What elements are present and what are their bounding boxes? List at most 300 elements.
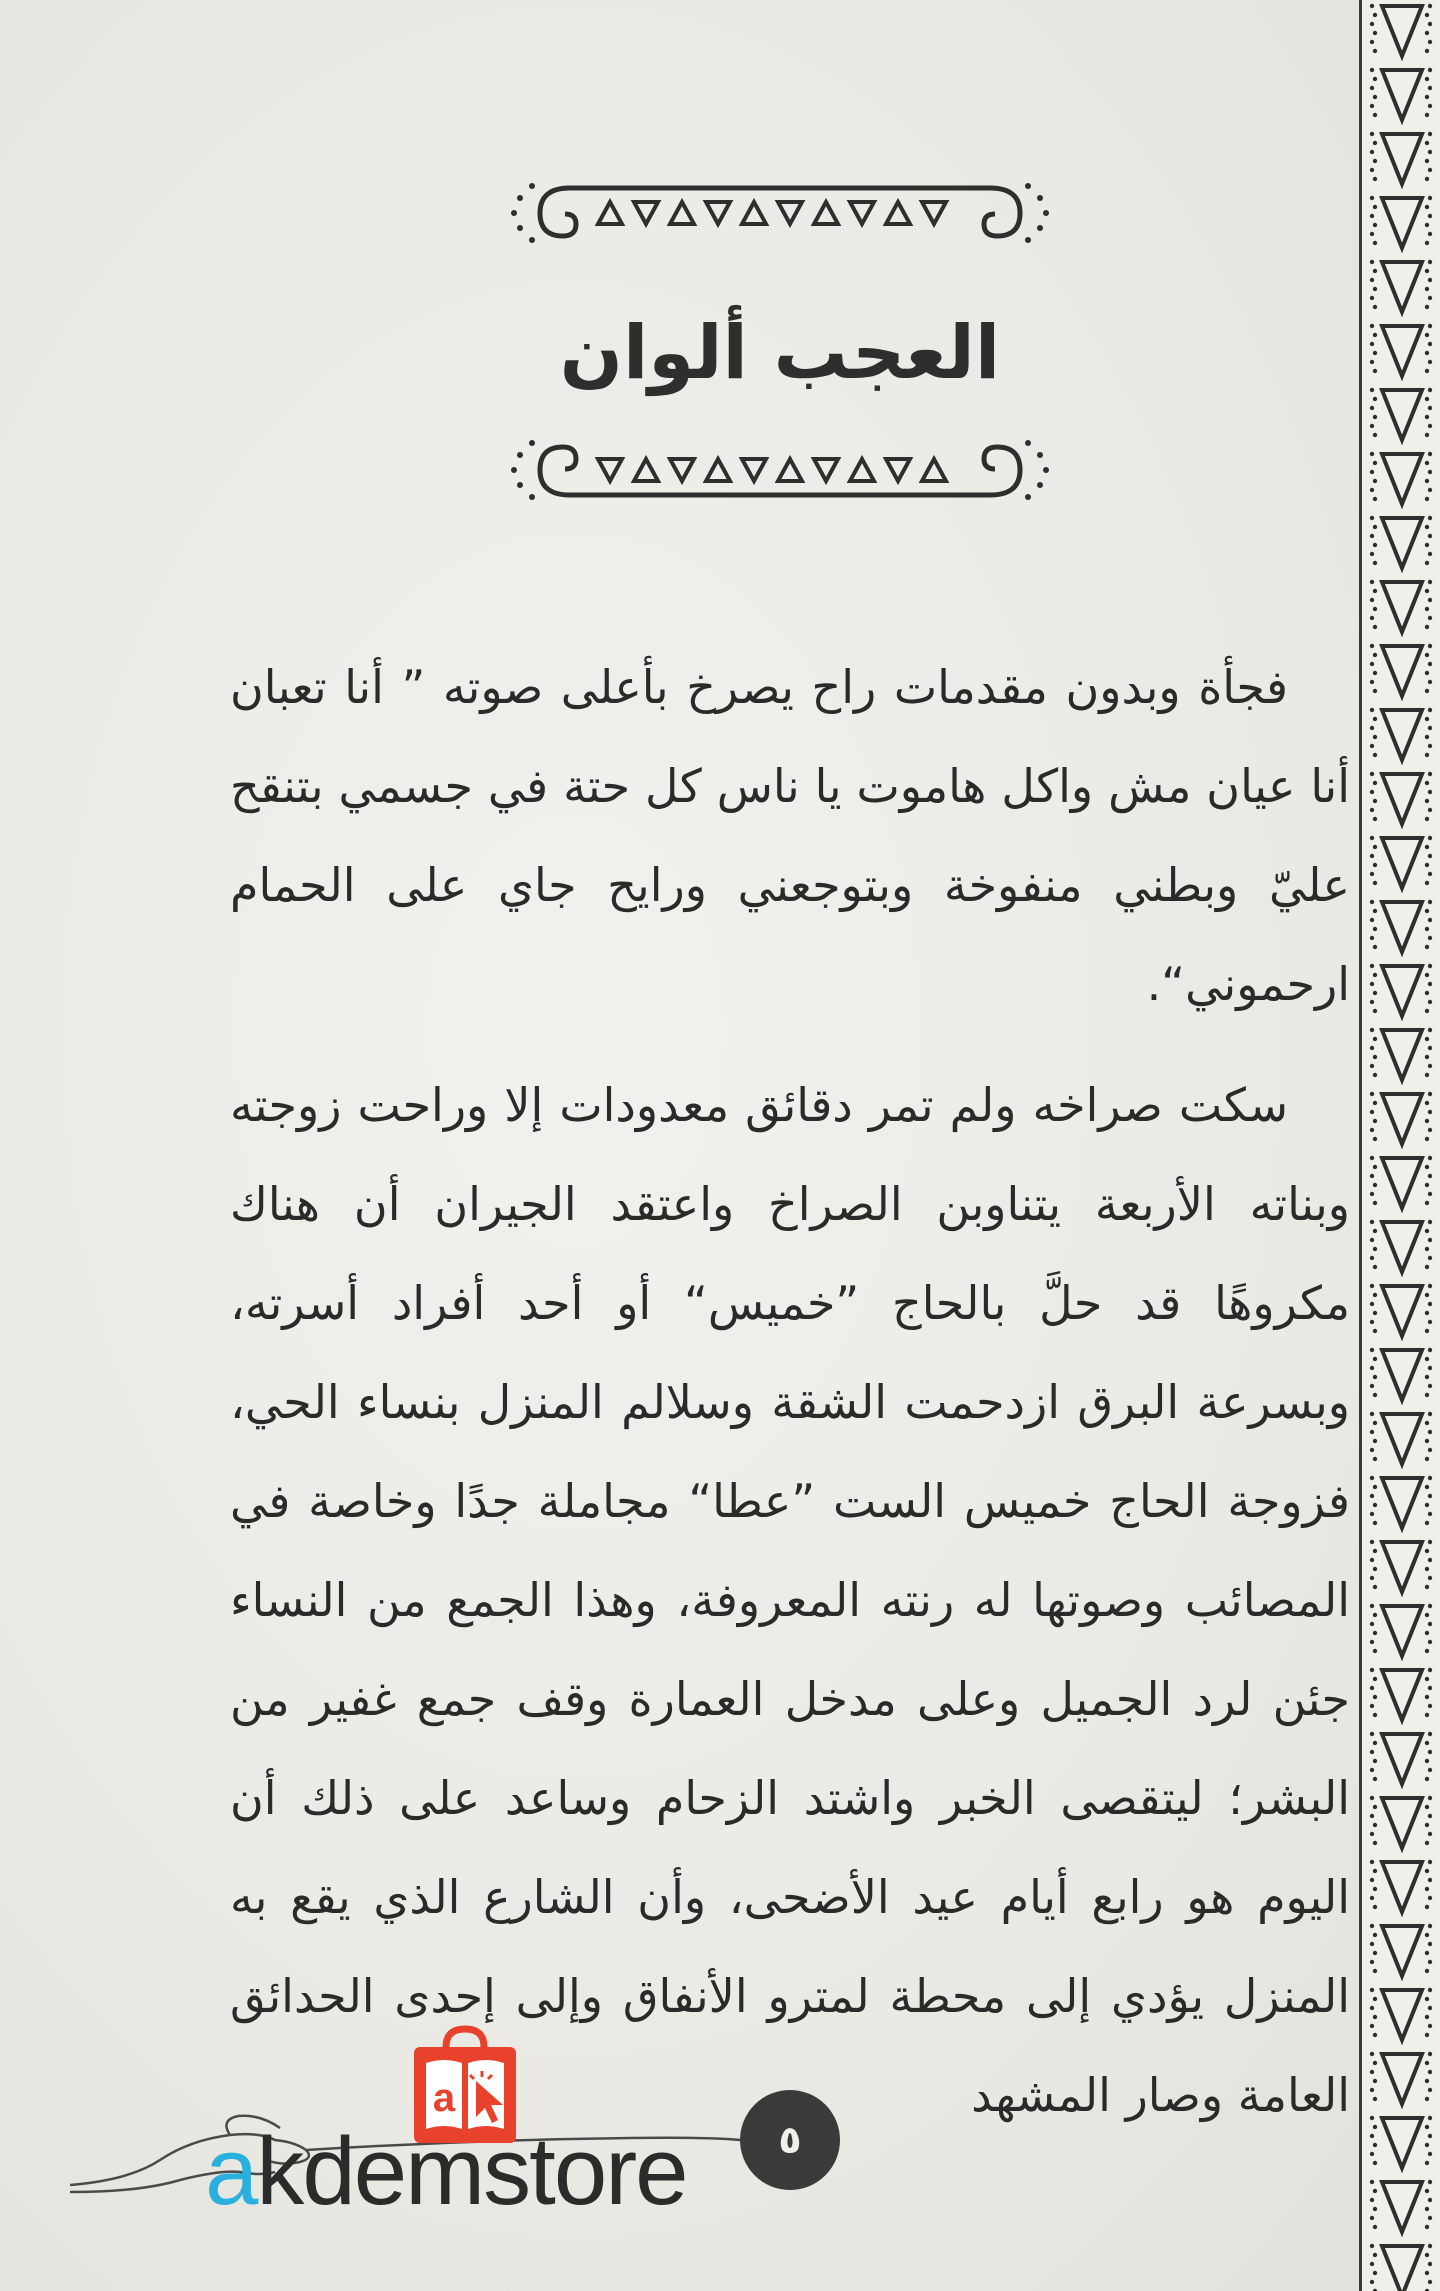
border-dot [1428, 1686, 1432, 1690]
border-dot [1428, 1768, 1432, 1772]
border-dot [1370, 22, 1374, 26]
border-dot [1425, 881, 1429, 885]
border-dot [1373, 2097, 1377, 2101]
border-dot [1425, 177, 1429, 181]
border-dot [1373, 305, 1377, 309]
border-triangle [1382, 1478, 1422, 1528]
border-dot [1373, 1823, 1377, 1827]
border-dot [1425, 909, 1429, 913]
border-dot [1373, 1421, 1377, 1425]
ornament-triangle [814, 459, 838, 481]
border-dot [1370, 86, 1374, 90]
border-dot [1370, 964, 1374, 968]
border-dot [1428, 1028, 1432, 1032]
border-dot [1425, 77, 1429, 81]
border-dot [1370, 1622, 1374, 1626]
border-dot [1428, 470, 1432, 474]
border-dot [1428, 2198, 1432, 2202]
border-dot [1425, 1329, 1429, 1333]
border-dot [1428, 1896, 1432, 1900]
border-dot [1373, 1137, 1377, 1141]
border-dot [1425, 2097, 1429, 2101]
border-dot [1428, 982, 1432, 986]
border-dot [1370, 324, 1374, 328]
border-dot [1425, 1823, 1429, 1827]
border-dot [1425, 1841, 1429, 1845]
border-dot [1428, 40, 1432, 44]
border-dot [1370, 2070, 1374, 2074]
border-dot [1425, 13, 1429, 17]
border-triangle [1382, 774, 1422, 824]
border-dot [1428, 726, 1432, 730]
border-triangle [1382, 582, 1422, 632]
border-dot [1370, 4, 1374, 8]
border-dot [1373, 1549, 1377, 1553]
border-dot [1370, 132, 1374, 136]
border-dot [1373, 333, 1377, 337]
border-dot [1373, 1759, 1377, 1763]
border-dot [1425, 1165, 1429, 1169]
border-dot [1373, 31, 1377, 35]
store-watermark-rest: kdemstore [256, 2118, 687, 2225]
border-dot [1428, 196, 1432, 200]
border-dot [1425, 1183, 1429, 1187]
border-dot [1373, 1165, 1377, 1169]
border-dot [1425, 1631, 1429, 1635]
border-dot [1425, 561, 1429, 565]
border-dot [1373, 2271, 1377, 2275]
border-dot [1428, 1988, 1432, 1992]
border-dot [1428, 2152, 1432, 2156]
border-dot [1370, 2006, 1374, 2010]
border-dot [1428, 1512, 1432, 1516]
border-dot [1373, 1055, 1377, 1059]
border-dot [1370, 278, 1374, 282]
border-dot [1373, 2207, 1377, 2211]
border-dot [1370, 150, 1374, 154]
border-dot [1425, 1713, 1429, 1717]
border-dot [1428, 1494, 1432, 1498]
border-dot [1425, 159, 1429, 163]
border-dot [1425, 205, 1429, 209]
border-dot [1428, 22, 1432, 26]
border-dot [1425, 497, 1429, 501]
border-dot [1370, 1860, 1374, 1864]
border-dot [1370, 644, 1374, 648]
border-dot [1370, 388, 1374, 392]
border-triangle [1382, 1926, 1422, 1976]
border-triangle [1382, 1158, 1422, 1208]
border-dot [1428, 168, 1432, 172]
border-dot [1428, 1960, 1432, 1964]
border-dot [1428, 424, 1432, 428]
border-dot [1373, 1869, 1377, 1873]
border-triangle [1382, 1542, 1422, 1592]
border-dot [1428, 4, 1432, 8]
border-triangle [1382, 1222, 1422, 1272]
border-dot [1425, 927, 1429, 931]
border-dot [1428, 534, 1432, 538]
border-dot [1428, 598, 1432, 602]
border-dot [1370, 726, 1374, 730]
border-dot [1428, 1476, 1432, 1480]
border-dot [1370, 2024, 1374, 2028]
border-dot [1373, 1119, 1377, 1123]
border-dot [1425, 1677, 1429, 1681]
border-dot [1425, 2271, 1429, 2275]
border-dot [1373, 1649, 1377, 1653]
ornament-triangle [742, 459, 766, 481]
border-dot [1425, 1421, 1429, 1425]
border-dot [1373, 1393, 1377, 1397]
ornament-triangle [634, 459, 658, 481]
border-dot [1425, 991, 1429, 995]
paragraph-1-text: فجأة وبدون مقدمات راح يصرخ بأعلى صوته ” أنا تعبان أنا عيان مش واكل هاموت يا ناس كل حتة في جسمي بتنقح عليّ وبطني منفوخة وبتوجعني ورايح جاي على الحمام ارحموني“. [230, 660, 1350, 1011]
border-dot [1373, 1713, 1377, 1717]
border-dot [1428, 2024, 1432, 2028]
border-dot [1370, 104, 1374, 108]
border-dot [1428, 1878, 1432, 1882]
border-dot [1428, 1046, 1432, 1050]
border-dot [1373, 1613, 1377, 1617]
border-dot [1425, 1055, 1429, 1059]
border-dot [1370, 1686, 1374, 1690]
border-dot [1428, 388, 1432, 392]
border-dot [1428, 232, 1432, 236]
border-dot [1370, 1192, 1374, 1196]
border-dot [1373, 13, 1377, 17]
border-dot [1428, 1540, 1432, 1544]
border-dot [1373, 973, 1377, 977]
border-dot [1370, 516, 1374, 520]
border-dot [1373, 1101, 1377, 1105]
border-dot [1425, 1759, 1429, 1763]
border-triangle [1382, 454, 1422, 504]
border-dot [1428, 854, 1432, 858]
border-dot [1370, 1558, 1374, 1562]
border-dot [1425, 433, 1429, 437]
border-dot [1428, 104, 1432, 108]
border-dot [1428, 1832, 1432, 1836]
border-dot [1425, 1073, 1429, 1077]
border-dot [1370, 2244, 1374, 2248]
border-dot [1428, 662, 1432, 666]
border-dot [1428, 1256, 1432, 1260]
border-dot [1370, 662, 1374, 666]
border-dot [1373, 1841, 1377, 1845]
border-dot [1425, 1485, 1429, 1489]
border-dot [1373, 1585, 1377, 1589]
decorative-border [1359, 0, 1440, 2291]
border-triangle [1382, 2182, 1422, 2232]
ornament-triangle [922, 202, 946, 224]
border-dot [1370, 1000, 1374, 1004]
border-triangle [1382, 1094, 1422, 1144]
border-dot [1428, 1860, 1432, 1864]
border-dot [1373, 525, 1377, 529]
border-dot [1428, 1366, 1432, 1370]
border-dot [1425, 1805, 1429, 1809]
border-dot [1370, 1878, 1374, 1882]
store-watermark [205, 2102, 687, 2242]
border-dot [1425, 2161, 1429, 2165]
border-dot [1428, 406, 1432, 410]
border-dot [1370, 872, 1374, 876]
border-dot [1373, 177, 1377, 181]
border-dot [1425, 1521, 1429, 1525]
border-dot [1428, 1942, 1432, 1946]
border-dot [1373, 845, 1377, 849]
border-dot [1373, 909, 1377, 913]
border-dot [1428, 644, 1432, 648]
border-dot [1373, 607, 1377, 611]
border-dot [1373, 1293, 1377, 1297]
border-dot [1425, 973, 1429, 977]
border-dot [1373, 1183, 1377, 1187]
border-dot [1425, 1119, 1429, 1123]
border-dot [1425, 1585, 1429, 1589]
border-dot [1370, 1110, 1374, 1114]
border-dot [1425, 543, 1429, 547]
border-dot [1428, 1924, 1432, 1928]
border-dot [1425, 1357, 1429, 1361]
border-dot [1425, 1933, 1429, 1937]
border-dot [1370, 1156, 1374, 1160]
border-dot [1425, 1869, 1429, 1873]
border-dot [1373, 863, 1377, 867]
border-dot [1373, 1677, 1377, 1681]
border-dot [1428, 2070, 1432, 2074]
border-dot [1373, 781, 1377, 785]
border-dot [1425, 1393, 1429, 1397]
border-dot [1370, 406, 1374, 410]
border-dot [1370, 982, 1374, 986]
border-dot [1373, 671, 1377, 675]
border-triangle [1382, 1350, 1422, 1400]
border-dot [1373, 1247, 1377, 1251]
border-dot [1370, 1640, 1374, 1644]
border-dot [1373, 141, 1377, 145]
border-dot [1425, 817, 1429, 821]
border-dot [1425, 1439, 1429, 1443]
border-dot [1425, 223, 1429, 227]
border-dot [1370, 808, 1374, 812]
border-dot [1370, 1366, 1374, 1370]
border-dot [1373, 881, 1377, 885]
border-dot [1425, 461, 1429, 465]
border-dot [1373, 1969, 1377, 1973]
border-dot [1428, 1110, 1432, 1114]
border-triangle [1382, 1798, 1422, 1848]
border-dot [1428, 452, 1432, 456]
border-dot [1428, 1576, 1432, 1580]
border-dot [1370, 296, 1374, 300]
border-dot [1370, 260, 1374, 264]
border-dot [1425, 1503, 1429, 1507]
border-dot [1373, 1997, 1377, 2001]
border-dot [1373, 1521, 1377, 1525]
border-dot [1373, 2015, 1377, 2019]
border-dot [1425, 113, 1429, 117]
border-dot [1428, 1430, 1432, 1434]
border-dot [1428, 1284, 1432, 1288]
border-dot [1373, 1457, 1377, 1461]
border-dot [1370, 424, 1374, 428]
border-dot [1370, 1412, 1374, 1416]
border-dot [1425, 753, 1429, 757]
border-dot [1373, 415, 1377, 419]
border-dot [1428, 680, 1432, 684]
border-dot [1425, 717, 1429, 721]
border-dot [1370, 1668, 1374, 1672]
border-dot [1370, 1320, 1374, 1324]
border-dot [1373, 817, 1377, 821]
ornament-triangle [598, 202, 622, 224]
border-dot [1425, 863, 1429, 867]
border-dot [1370, 1576, 1374, 1580]
ornament-triangle [886, 202, 910, 224]
border-dot [1370, 1814, 1374, 1818]
border-dot [1425, 415, 1429, 419]
border-dot [1370, 2180, 1374, 2184]
border-dot [1428, 1220, 1432, 1224]
border-dot [1370, 1988, 1374, 1992]
border-dot [1428, 790, 1432, 794]
border-dot [1373, 497, 1377, 501]
border-triangle [1382, 838, 1422, 888]
border-dot [1370, 900, 1374, 904]
svg-text:a: a [432, 2076, 456, 2120]
border-dot [1370, 1942, 1374, 1946]
border-dot [1428, 324, 1432, 328]
border-dot [1425, 95, 1429, 99]
border-dot [1373, 2033, 1377, 2037]
border-triangle [1382, 902, 1422, 952]
border-dot [1425, 1613, 1429, 1617]
border-dot [1425, 1037, 1429, 1041]
border-dot [1428, 1448, 1432, 1452]
border-dot [1373, 1201, 1377, 1205]
border-dot [1425, 333, 1429, 337]
border-dot [1373, 945, 1377, 949]
border-dot [1428, 936, 1432, 940]
border-dot [1373, 2125, 1377, 2129]
ornament-triangle [670, 202, 694, 224]
paragraph-2 [230, 1056, 1350, 2145]
border-dot [1425, 1229, 1429, 1233]
border-dot [1373, 369, 1377, 373]
ornament-triangle [778, 202, 802, 224]
ornament-triangle [742, 202, 766, 224]
border-dot [1370, 1604, 1374, 1608]
border-dot [1373, 351, 1377, 355]
border-dot [1428, 150, 1432, 154]
border-dot [1428, 708, 1432, 712]
border-dot [1425, 141, 1429, 145]
border-dot [1425, 589, 1429, 593]
border-dot [1428, 1604, 1432, 1608]
border-dot [1428, 516, 1432, 520]
border-dot [1370, 1512, 1374, 1516]
border-dot [1425, 1695, 1429, 1699]
border-dot [1425, 1101, 1429, 1105]
border-dot [1373, 2189, 1377, 2193]
border-dot [1373, 653, 1377, 657]
border-dot [1425, 1457, 1429, 1461]
border-triangle [1382, 1734, 1422, 1784]
border-dot [1428, 360, 1432, 364]
border-dot [1370, 68, 1374, 72]
border-dot [1428, 1704, 1432, 1708]
ornament-triangle [706, 459, 730, 481]
paragraph-2-text: سكت صراخه ولم تمر دقائق معدودات إلا وراحت زوجته وبناته الأربعة يتناوبن الصراخ واعتقد الجيران أن هناك مكروهًا قد حلَّ بالحاج ”خميس“ أو أحد أفراد أسرته، وبسرعة البرق ازدحمت الشقة وسلالم المنزل بنساء الحي، فزوجة الحاج خميس الست ”عطا“ مجاملة جدًا وخاصة في المصائب وصوتها له رنته المعروفة، وهذا الجمع من النساء جئن لرد الجميل وعلى مدخل العمارة وقف جمع غفير من البشر؛ ليتقصى الخبر واشتد الزحام وساعد على ذلك أن اليوم هو رابع أيام عيد الأضحى، وأن الشارع الذي يقع به المنزل يؤدي إلى محطة لمترو الأنفاق وإلى إحدى الحدائق العامة وصار المشهد [230, 1078, 1350, 2122]
border-dot [1428, 1412, 1432, 1416]
border-dot [1370, 790, 1374, 794]
border-dot [1370, 854, 1374, 858]
ornament-triangle [634, 202, 658, 224]
border-dot [1425, 241, 1429, 245]
border-dot [1373, 223, 1377, 227]
border-dot [1428, 2052, 1432, 2056]
border-dot [1370, 1704, 1374, 1708]
border-dot [1428, 2116, 1432, 2120]
border-dot [1370, 772, 1374, 776]
border-dot [1428, 552, 1432, 556]
border-dot [1425, 781, 1429, 785]
border-dot [1370, 1028, 1374, 1032]
border-dot [1373, 717, 1377, 721]
border-dot [1425, 479, 1429, 483]
border-triangle [1382, 326, 1422, 376]
border-dot [1425, 2143, 1429, 2147]
border-dot [1428, 214, 1432, 218]
border-dot [1428, 1814, 1432, 1818]
border-dot [1425, 1887, 1429, 1891]
paragraph-1 [230, 638, 1350, 1034]
border-dot [1425, 1951, 1429, 1955]
border-dot [1428, 1192, 1432, 1196]
border-dot [1373, 2225, 1377, 2229]
border-dot [1373, 1741, 1377, 1745]
border-dot [1370, 342, 1374, 346]
border-dot [1425, 525, 1429, 529]
border-dot [1425, 799, 1429, 803]
border-dot [1428, 2006, 1432, 2010]
border-dot [1425, 1009, 1429, 1013]
border-dot [1373, 461, 1377, 465]
border-triangle [1382, 70, 1422, 120]
border-dot [1370, 836, 1374, 840]
border-dot [1425, 31, 1429, 35]
border-dot [1373, 2253, 1377, 2257]
border-dot [1428, 86, 1432, 90]
border-dot [1373, 241, 1377, 245]
border-dot [1428, 2262, 1432, 2266]
border-dot [1370, 1430, 1374, 1434]
border-dot [1373, 1439, 1377, 1443]
border-dot [1373, 1311, 1377, 1315]
border-dot [1370, 1796, 1374, 1800]
border-triangle [1382, 1670, 1422, 1720]
border-dot [1370, 196, 1374, 200]
border-dot [1373, 1375, 1377, 1379]
border-dot [1428, 68, 1432, 72]
border-dot [1425, 2207, 1429, 2211]
border-dot [1370, 2134, 1374, 2138]
border-dot [1370, 1476, 1374, 1480]
border-dot [1370, 1540, 1374, 1544]
border-dot [1373, 95, 1377, 99]
